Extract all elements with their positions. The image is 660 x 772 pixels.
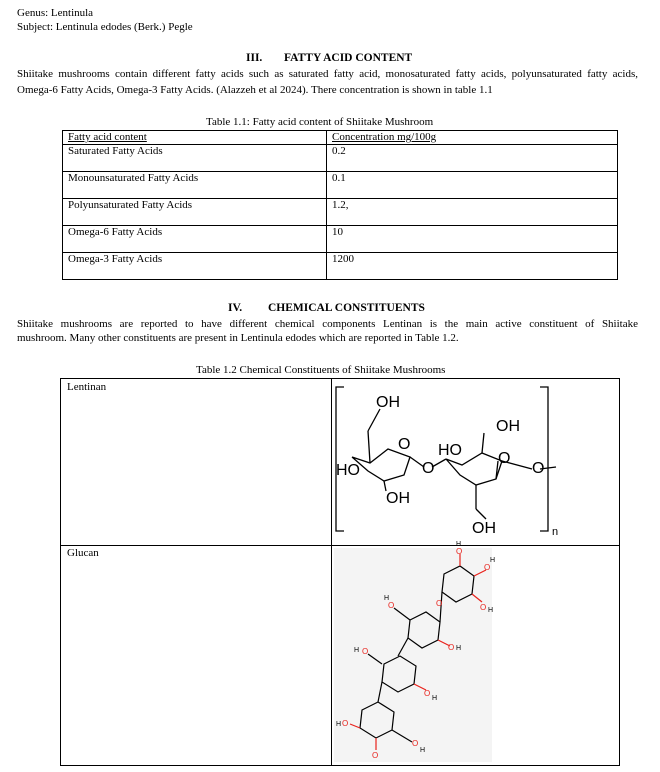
table-row (63, 253, 618, 280)
h-atom-label: H (384, 595, 390, 602)
o-atom-label: O (412, 739, 419, 748)
table2-caption: Table 1.2 Chemical Constituents of Shiitake Mushrooms (196, 364, 446, 376)
o-atom-label: O (484, 563, 491, 572)
o-link-label: O (422, 460, 435, 477)
oh-right-label: OH (496, 418, 520, 435)
header-fatty-acid: Fatty acid content (63, 131, 327, 145)
right-bracket (540, 387, 548, 531)
fatty-acid-table (62, 130, 618, 280)
oh-bottom-label: OH (386, 490, 410, 507)
o-atom-label: O (480, 603, 487, 612)
h-atom-label: H (490, 557, 496, 564)
fatty-acid-name: Saturated Fatty Acids (63, 145, 327, 172)
o-atom-label: O (456, 547, 463, 556)
fatty-acid-value: 0.2 (327, 145, 618, 172)
oh-bottom2-label: OH (472, 520, 496, 537)
table1-caption: Table 1.1: Fatty acid content of Shiitake Mushroom (206, 116, 434, 128)
genus-line: Genus: Lentinula (17, 7, 94, 19)
fatty-acid-name: Omega-6 Fatty Acids (63, 226, 327, 253)
h-atom-label: H (420, 747, 426, 754)
fatty-acid-name: Omega-3 Fatty Acids (63, 253, 327, 280)
structure-image-background (334, 548, 492, 762)
table-row (63, 226, 618, 253)
fatty-acid-name: Polyunsaturated Fatty Acids (63, 199, 327, 226)
oh-top-label: OH (376, 394, 400, 411)
section4-numeral: IV. (228, 302, 243, 314)
constituent-name-glucan: Glucan (67, 547, 99, 559)
table-row (63, 172, 618, 199)
o-atom-label: O (372, 751, 379, 760)
section4-paragraph-line1: Shiitake mushrooms are reported to have different chemical components Lentinan is the main active constituent of Shiitake (17, 318, 638, 330)
constituent-name-lentinan: Lentinan (67, 381, 107, 393)
glucan-structure (332, 541, 620, 766)
table-row (63, 145, 618, 172)
lentinan-structure (332, 379, 620, 545)
section3-paragraph-line2: Omega-6 Fatty Acids, Omega-3 Fatty Acids. (Alazzeh et al 2024). There concentration is shown in table 1.1 (17, 84, 493, 96)
h-atom-label: H (432, 695, 438, 702)
section4-paragraph-line2: mushroom. Many other constituents are present in Lentinula edodes which are reported in Table 1.2. (17, 332, 459, 344)
header-concentration: Concentration mg/100g (327, 131, 618, 145)
subject-line: Subject: Lentinula edodes (Berk.) Pegle (17, 21, 193, 33)
o-atom-label: O (448, 643, 455, 652)
o-atom-label: O (388, 601, 395, 610)
fatty-acid-name: Monounsaturated Fatty Acids (63, 172, 327, 199)
section3-numeral: III. (246, 52, 263, 64)
o-ring1-label: O (398, 436, 411, 453)
h-atom-label: H (354, 647, 360, 654)
o-ring2-label: O (498, 450, 511, 467)
o-atom-label: O (342, 719, 349, 728)
section4-title: CHEMICAL CONSTITUENTS (268, 302, 425, 314)
o-atom-label: O (424, 689, 431, 698)
h-atom-label: H (488, 607, 494, 614)
fatty-acid-value: 1.2, (327, 199, 618, 226)
repeat-n-label: n (552, 526, 559, 538)
h-atom-label: H (456, 541, 462, 548)
left-bracket (336, 387, 344, 531)
fatty-acid-value: 0.1 (327, 172, 618, 199)
chemical-constituents-table (60, 378, 620, 766)
o-atom-label: O (436, 599, 443, 608)
table-row (63, 199, 618, 226)
h-atom-label: H (336, 721, 342, 728)
section3-paragraph-line1: Shiitake mushrooms contain different fatty acids such as saturated fatty acid, monosaturated fatty acids, polyunsaturated fatty acids, (17, 68, 638, 80)
o-end-label: O (532, 460, 545, 477)
h-atom-label: H (456, 645, 462, 652)
ho-left-label: HO (336, 462, 360, 479)
section3-title: FATTY ACID CONTENT (284, 52, 413, 64)
fatty-acid-value: 10 (327, 226, 618, 253)
fatty-acid-value: 1200 (327, 253, 618, 280)
table-header-row (63, 131, 618, 145)
o-atom-label: O (362, 647, 369, 656)
ho-mid-label: HO (438, 442, 462, 459)
